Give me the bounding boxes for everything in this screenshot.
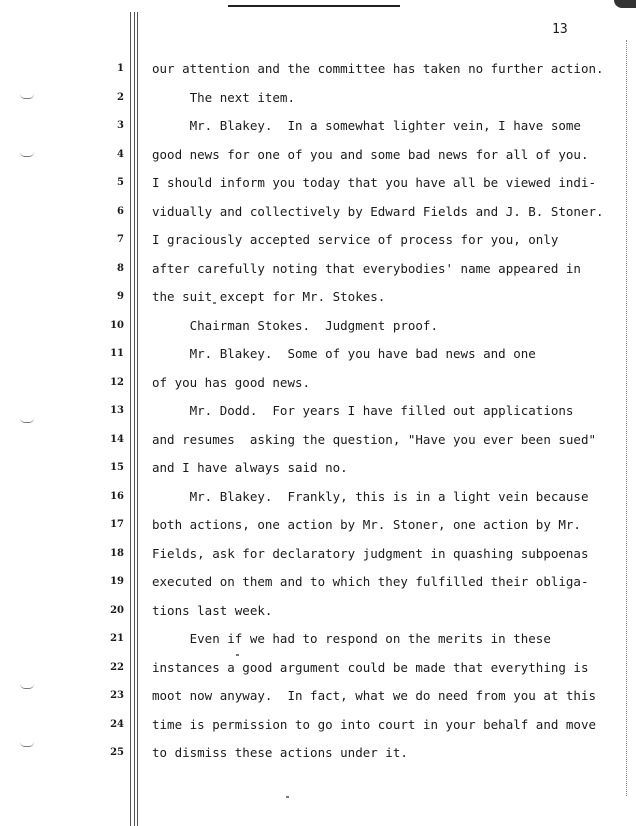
- transcript-line: executed on them and to which they fulfilled their obliga-: [152, 574, 589, 589]
- line-number: 22: [110, 661, 124, 673]
- line-number: 25: [110, 747, 124, 758]
- scan-mark: [20, 684, 34, 689]
- transcript-line: Chairman Stokes. Judgment proof.: [152, 317, 438, 333]
- line-number: 2: [117, 91, 124, 103]
- scan-mark: [20, 418, 34, 423]
- transcript-line: tions last week.: [152, 602, 273, 618]
- corner-mark: [614, 0, 636, 8]
- scan-mark: [20, 742, 34, 747]
- transcript-line: to dismiss these actions under it.: [152, 745, 408, 760]
- ink-speck: [236, 654, 239, 656]
- transcript-line: and resumes asking the question, "Have you ever been sued": [152, 431, 597, 447]
- line-number: 4: [117, 148, 124, 160]
- transcript-line: Even if we had to respond on the merits in these: [152, 631, 551, 646]
- line-number: 17: [110, 519, 124, 530]
- line-number: 16: [110, 490, 124, 502]
- line-number: 20: [110, 604, 124, 616]
- line-number: 3: [117, 120, 124, 131]
- transcript-line: The next item.: [152, 89, 295, 105]
- right-edge-rule: [626, 40, 628, 796]
- line-number: 6: [117, 205, 124, 217]
- transcript-line: I should inform you today that you have all be viewed indi-: [152, 175, 597, 190]
- transcript-line: after carefully noting that everybodies' name appeared in: [152, 260, 581, 276]
- line-number: 10: [110, 319, 124, 331]
- left-margin-rule: [137, 12, 138, 826]
- line-number: 21: [110, 633, 124, 644]
- scan-mark: [20, 94, 34, 99]
- transcript-line: our attention and the committee has taken no further action.: [152, 61, 604, 76]
- transcript-line: the suit except for Mr. Stokes.: [152, 289, 386, 304]
- transcript-line: vidually and collectively by Edward Fields and J. B. Stoner.: [152, 203, 604, 219]
- transcript-line: Mr. Blakey. Some of you have bad news and one: [152, 346, 536, 361]
- transcript-line: good news for one of you and some bad news for all of you.: [152, 146, 589, 162]
- transcript-line: of you has good news.: [152, 374, 311, 390]
- scan-mark: [20, 152, 34, 157]
- line-number: 24: [110, 718, 124, 730]
- line-number: 14: [110, 433, 124, 445]
- transcript-line: moot now anyway. In fact, what we do need from you at this: [152, 688, 597, 703]
- transcript-line: time is permission to go into court in your behalf and move: [152, 716, 597, 732]
- transcript-line: Mr. Blakey. In a somewhat lighter vein, I have some: [152, 118, 581, 133]
- transcript-line: Mr. Dodd. For years I have filled out applications: [152, 403, 574, 418]
- transcript-line: Mr. Blakey. Frankly, this is in a light vein because: [152, 488, 589, 504]
- line-number: 9: [117, 291, 124, 302]
- line-number: 15: [110, 462, 124, 473]
- transcript-line: and I have always said no.: [152, 460, 348, 475]
- ink-speck: [286, 796, 289, 798]
- line-number: 5: [117, 177, 124, 188]
- transcript-line: instances a good argument could be made that everything is: [152, 659, 589, 675]
- line-number: 7: [117, 234, 124, 245]
- left-margin-rule: [134, 12, 135, 826]
- line-number: 18: [110, 547, 124, 559]
- transcript-line: Fields, ask for declaratory judgment in quashing subpoenas: [152, 545, 589, 561]
- line-number: 12: [110, 376, 124, 388]
- left-margin-rule: [130, 12, 131, 826]
- transcript-line: I graciously accepted service of process for you, only: [152, 232, 559, 247]
- line-number: 1: [117, 63, 124, 74]
- page-number: 13: [552, 22, 568, 37]
- line-number: 13: [110, 405, 124, 416]
- transcript-line: both actions, one action by Mr. Stoner, one action by Mr.: [152, 517, 581, 532]
- line-number: 23: [110, 690, 124, 701]
- top-rule: [228, 5, 400, 7]
- line-number: 19: [110, 576, 124, 587]
- line-number: 11: [110, 348, 124, 359]
- line-number: 8: [117, 262, 124, 274]
